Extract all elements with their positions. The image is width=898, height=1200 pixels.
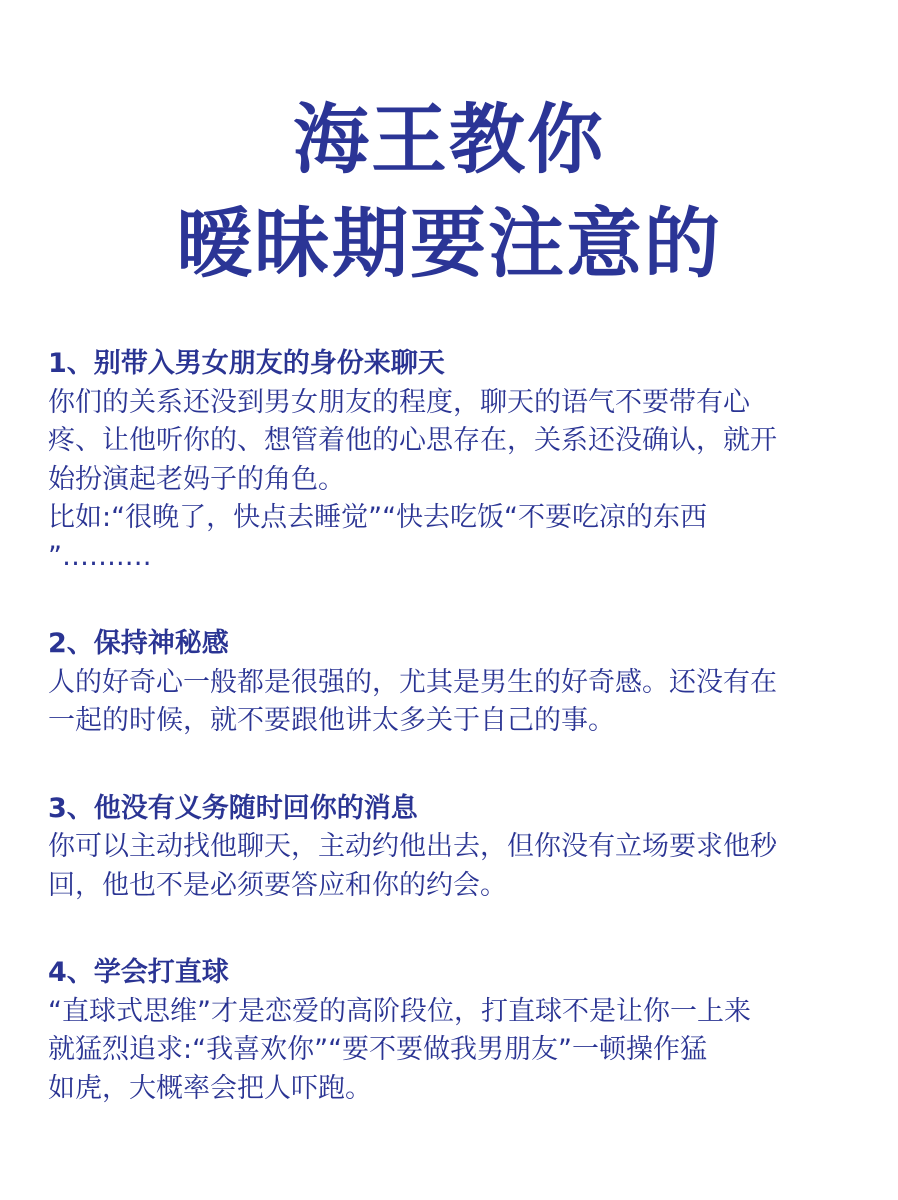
paragraph-line: 疼、让他听你的、想管着他的心思存在，关系还没确认，就开 [48,425,777,456]
section-heading: 4、学会打直球 [48,957,229,988]
paragraph-line: 你可以主动找他聊天，主动约他出去，但你没有立场要求他秒 [48,831,777,862]
section-1 [48,345,863,576]
paragraph-line: ”…….… [48,540,152,572]
paragraph-line: 回，他也不是必须要答应和你的约会。 [48,869,507,901]
section-4 [48,954,863,1108]
section-heading: 3、他没有义务随时回你的消息 [48,792,418,824]
paragraph-line: 就猛烈追求:“我喜欢你”“要不要做我男朋友”一顿操作猛 [48,1034,708,1065]
paragraph-line: 人的好奇心一般都是很强的，尤其是男生的好奇感。还没有在 [48,666,777,698]
title-line-2: 暧昧期要注意的 [176,199,722,288]
title-line-1: 海王教你 [293,95,605,184]
paragraph-line: 比如:“很晚了，快点去睡觉”“快去吃饭“不要吃凉的东西 [48,502,708,533]
section-3 [48,790,863,906]
section-2 [48,625,863,741]
paragraph-line: 你们的关系还没到男女朋友的程度，聊天的语气不要带有心 [48,386,750,418]
section-heading: 2、保持神秘感 [48,628,229,659]
paragraph-line: 一起的时候，就不要跟他讲太多关于自己的事。 [48,705,615,736]
page-title [0,88,898,296]
paragraph-line: “直球式思维”才是恋爱的高阶段位，打直球不是让你一上来 [48,995,751,1027]
paragraph-line: 如虎，大概率会把人吓跑。 [48,1072,372,1104]
article-body [48,345,863,1157]
section-heading: 1、别带入男女朋友的身份来聊天 [48,348,445,379]
paragraph-line: 始扮演起老妈子的角色。 [48,463,345,495]
